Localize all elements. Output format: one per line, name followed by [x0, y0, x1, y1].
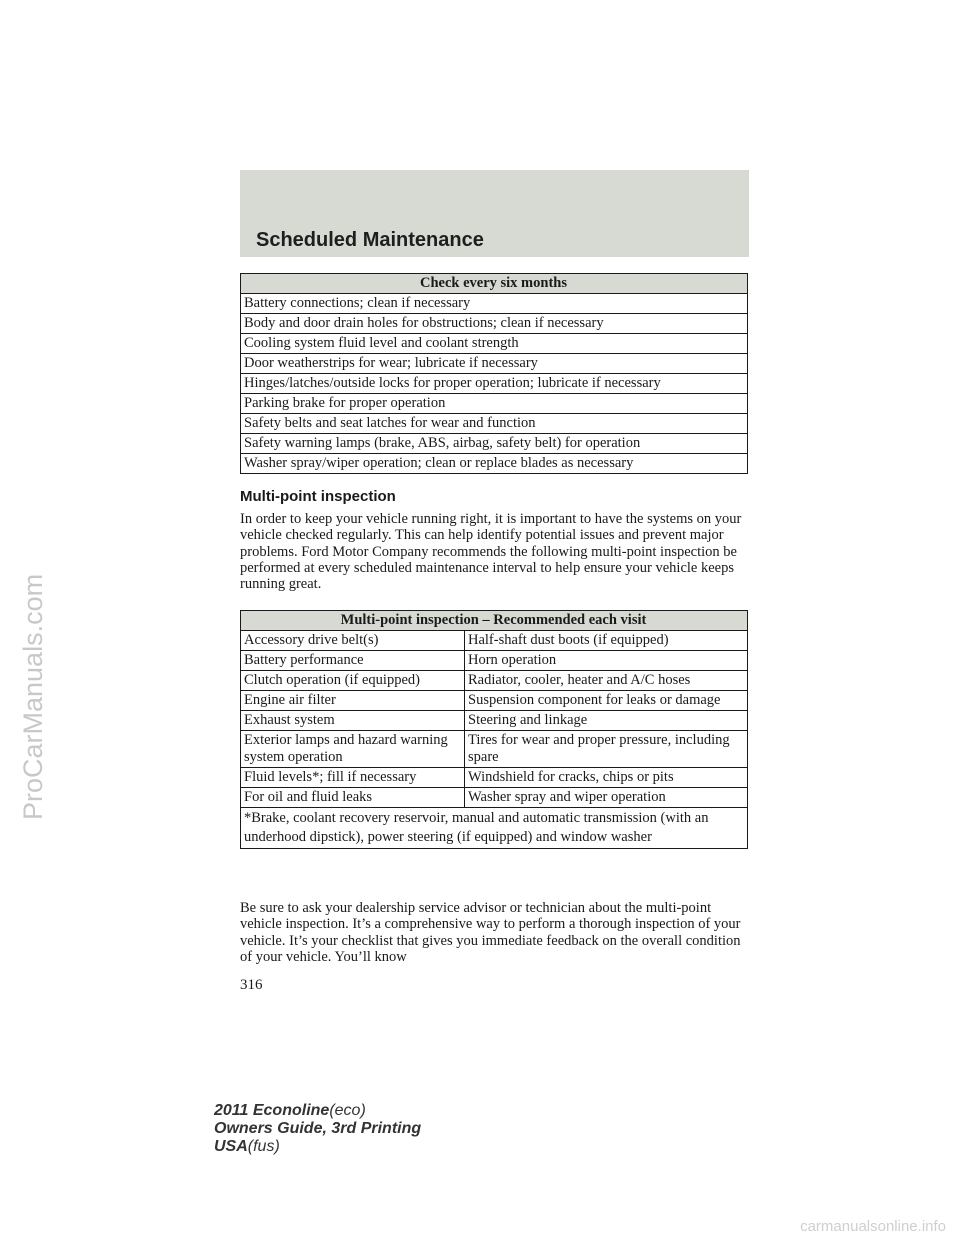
- table-cell: Windshield for cracks, chips or pits: [465, 768, 748, 788]
- section-header-band: [240, 170, 749, 257]
- table-row: [241, 651, 748, 671]
- table-cell: Hinges/latches/outside locks for proper operation; lubricate if necessary: [241, 374, 748, 394]
- table-row: [241, 631, 748, 651]
- six-month-check-table: [240, 273, 748, 474]
- table-cell: Exhaust system: [241, 711, 465, 731]
- footer-model: 2011 Econoline: [214, 1102, 330, 1119]
- table-row: [241, 434, 748, 454]
- table-cell: For oil and fluid leaks: [241, 788, 465, 808]
- table-row: [241, 768, 748, 788]
- table-cell: Tires for wear and proper pressure, including spare: [465, 731, 748, 768]
- table-cell: Horn operation: [465, 651, 748, 671]
- bottom-watermark: carmanualsonline.info: [800, 1218, 946, 1235]
- page-number: 316: [240, 977, 263, 993]
- closing-paragraph: Be sure to ask your dealership service advisor or technician about the multi-point vehicle inspection. It’s a comprehensive way to perform a thorough inspection of your vehicle. It’s your checklist that gives you immediate feedback on the overall condition of your vehicle. You’ll know: [240, 900, 741, 965]
- section-title: Scheduled Maintenance: [256, 229, 484, 251]
- document-footer: [214, 1102, 421, 1156]
- table-row: [241, 711, 748, 731]
- footer-line-3: [214, 1138, 421, 1156]
- table-cell: Washer spray and wiper operation: [465, 788, 748, 808]
- table-cell: Suspension component for leaks or damage: [465, 691, 748, 711]
- table-cell: Battery performance: [241, 651, 465, 671]
- table-cell: Safety warning lamps (brake, ABS, airbag, safety belt) for operation: [241, 434, 748, 454]
- footer-model-code: (eco): [329, 1102, 366, 1119]
- footer-line-2: [214, 1120, 421, 1138]
- table-row: [241, 788, 748, 808]
- table-row: [241, 334, 748, 354]
- table-row: [241, 294, 748, 314]
- multi-point-intro-paragraph: In order to keep your vehicle running right, it is important to have the systems on your vehicle checked regularly. This can help identify potential issues and prevent major problems. Ford Motor Company recommends the following multi-point inspection be performed at every scheduled maintenance interval to help ensure your vehicle keeps running great.: [240, 511, 742, 593]
- table-row: [241, 691, 748, 711]
- multi-point-table-heading: Multi-point inspection – Recommended each visit: [241, 611, 748, 631]
- table-cell: Clutch operation (if equipped): [241, 671, 465, 691]
- table-row: [241, 671, 748, 691]
- table-row: [241, 454, 748, 474]
- six-month-table-heading: Check every six months: [241, 274, 748, 294]
- multi-point-heading: Multi-point inspection: [240, 488, 396, 505]
- table-cell: Radiator, cooler, heater and A/C hoses: [465, 671, 748, 691]
- fluid-levels-footnote: *Brake, coolant recovery reservoir, manual and automatic transmission (with an underhood dipstick), power steering (if equipped) and window washer: [241, 808, 748, 849]
- table-row: [241, 374, 748, 394]
- multi-point-inspection-table: [240, 610, 748, 849]
- footer-line-1: [214, 1102, 421, 1120]
- table-cell: Cooling system fluid level and coolant strength: [241, 334, 748, 354]
- footer-printing: Owners Guide, 3rd Printing: [214, 1120, 422, 1137]
- footer-market: USA: [214, 1138, 248, 1155]
- table-row: [241, 414, 748, 434]
- table-cell: Half-shaft dust boots (if equipped): [465, 631, 748, 651]
- table-cell: Door weatherstrips for wear; lubricate if necessary: [241, 354, 748, 374]
- table-row: [241, 394, 748, 414]
- footer-market-code: (fus): [247, 1138, 280, 1155]
- table-cell: Washer spray/wiper operation; clean or replace blades as necessary: [241, 454, 748, 474]
- table-row: [241, 354, 748, 374]
- table-cell: Steering and linkage: [465, 711, 748, 731]
- table-cell: Safety belts and seat latches for wear and function: [241, 414, 748, 434]
- table-cell: Accessory drive belt(s): [241, 631, 465, 651]
- table-row: [241, 731, 748, 768]
- table-cell: Battery connections; clean if necessary: [241, 294, 748, 314]
- table-row: [241, 808, 748, 849]
- table-row: [241, 314, 748, 334]
- table-cell: Body and door drain holes for obstructions; clean if necessary: [241, 314, 748, 334]
- table-cell: Parking brake for proper operation: [241, 394, 748, 414]
- table-cell: Exterior lamps and hazard warning system operation: [241, 731, 465, 768]
- side-watermark: ProCarManuals.com: [18, 573, 48, 820]
- table-cell: Engine air filter: [241, 691, 465, 711]
- table-cell: Fluid levels*; fill if necessary: [241, 768, 465, 788]
